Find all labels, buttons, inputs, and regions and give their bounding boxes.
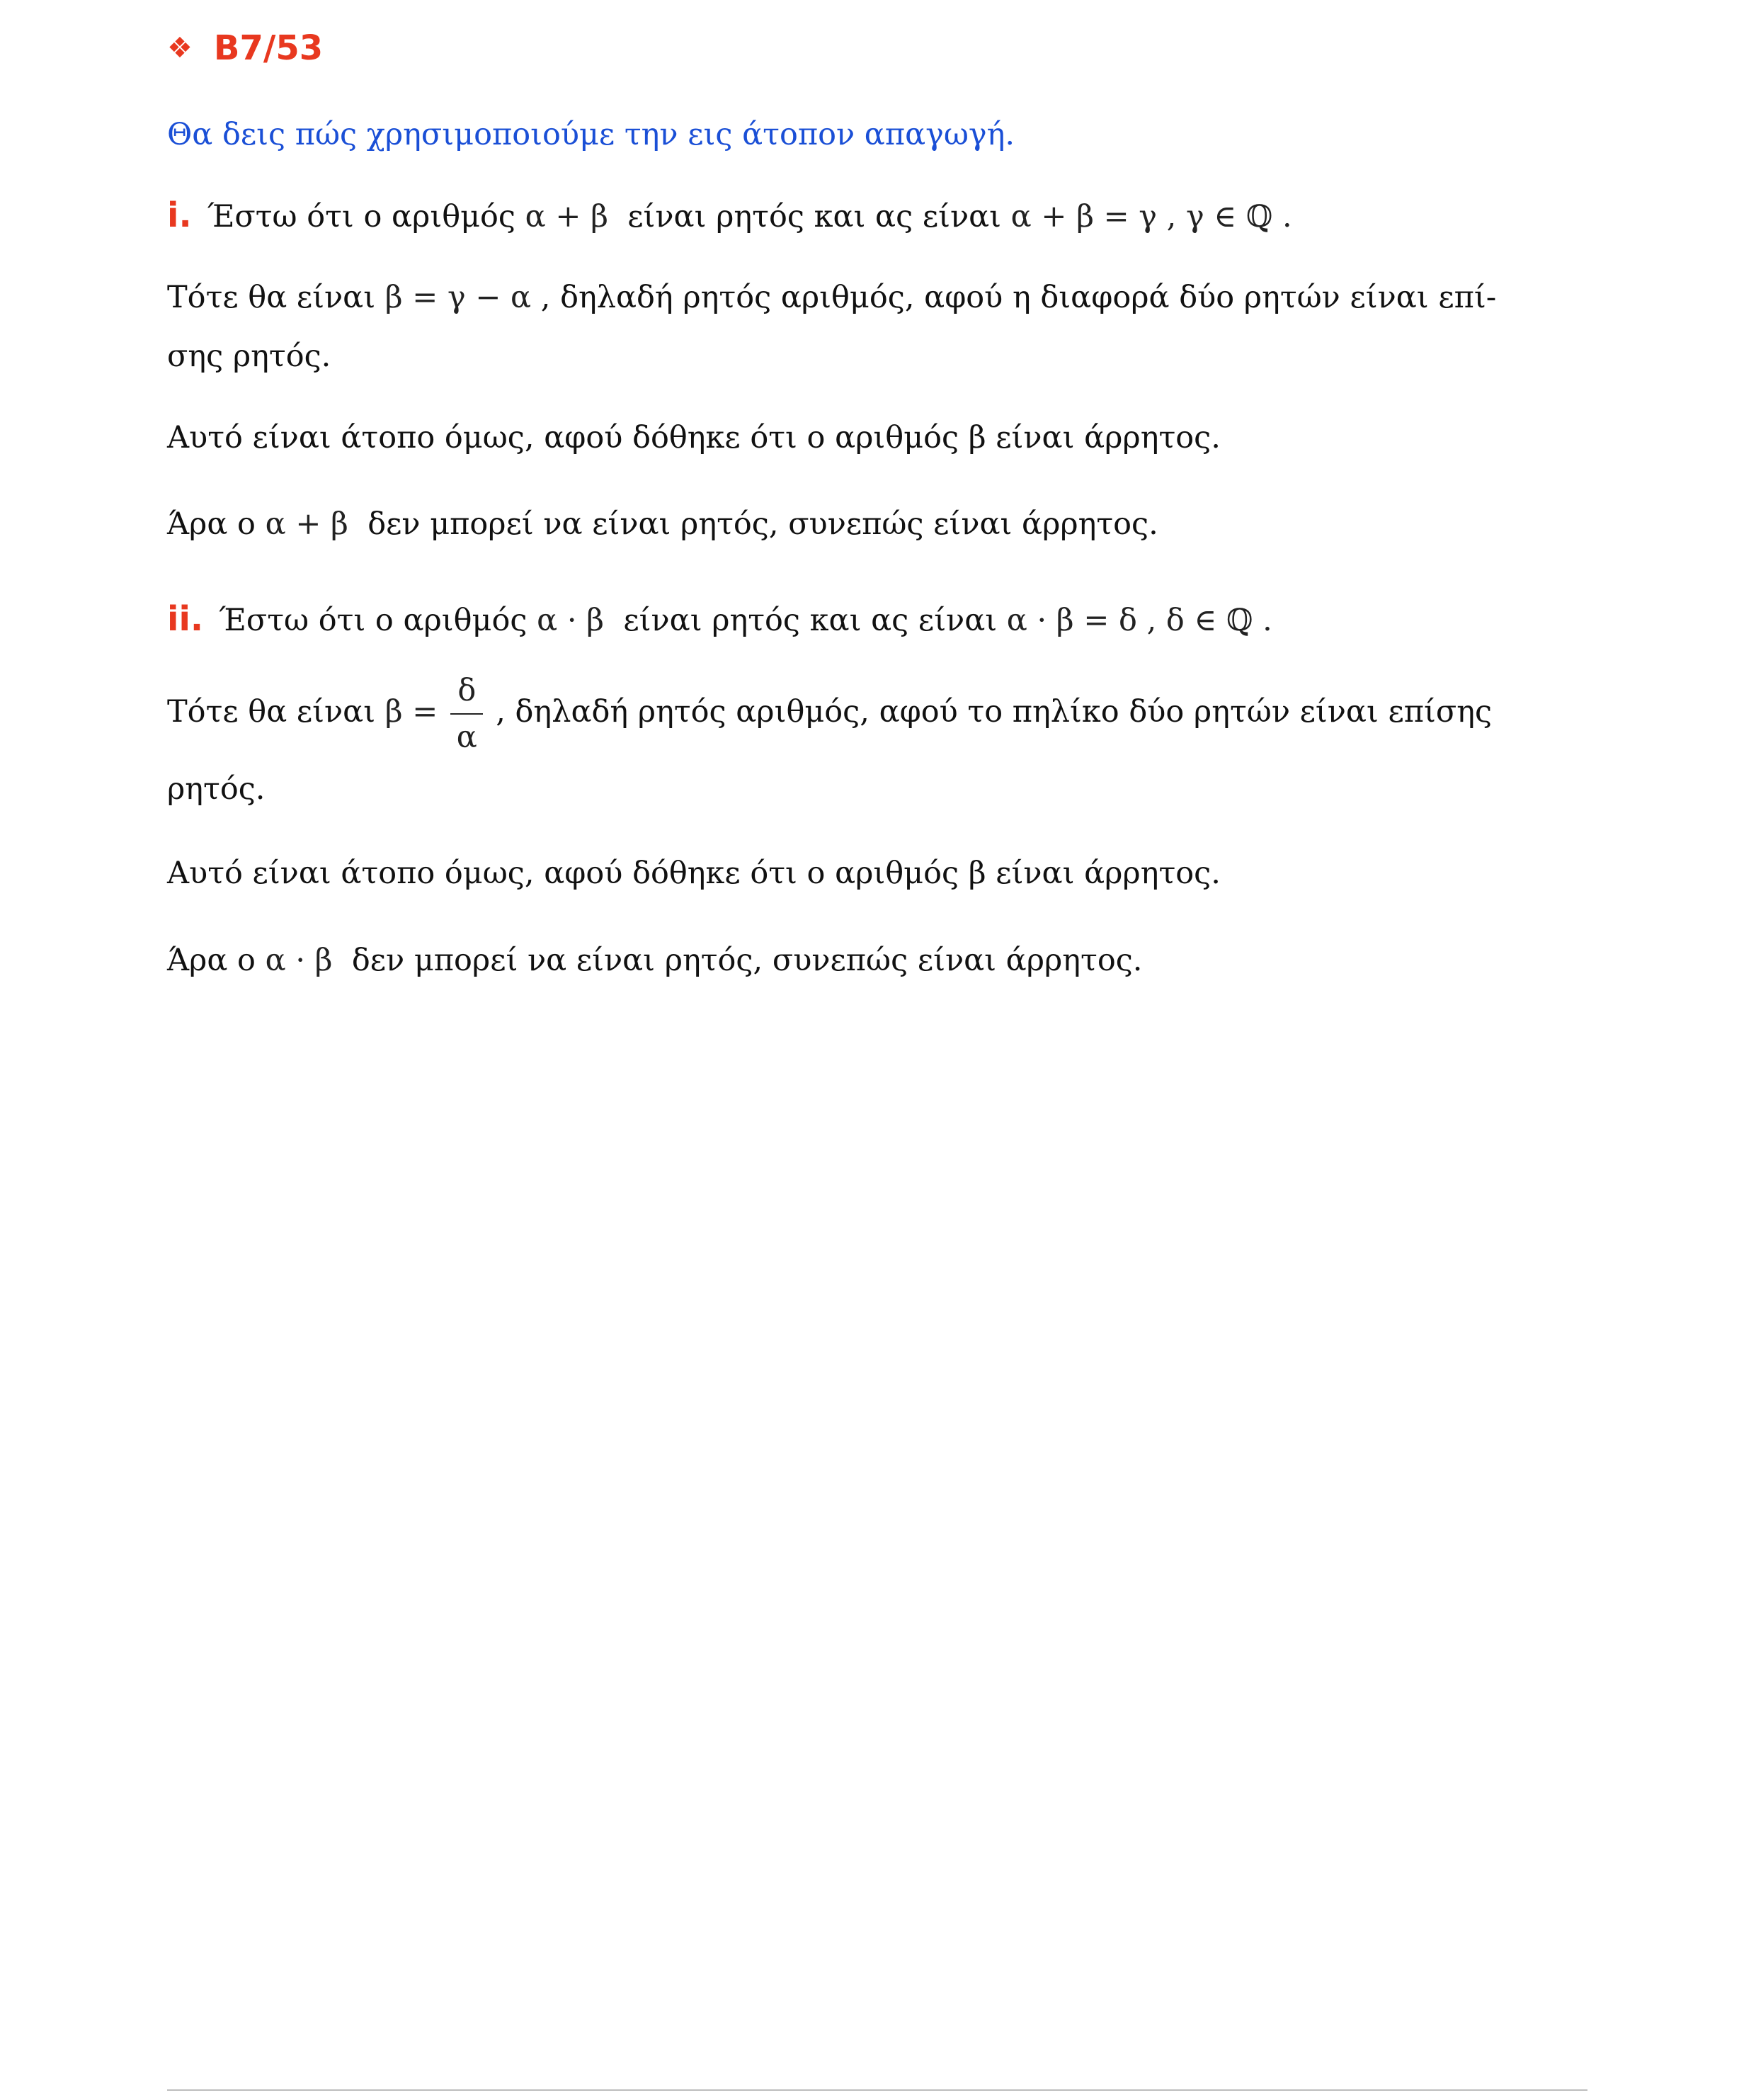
- part-ii-text-5b: δεν μπορεί να είναι ρητός, συνεπώς είναι άρρητος.: [351, 943, 1143, 978]
- part-i-expr-gamma: α + β = γ , γ ∈ ℚ .: [1010, 199, 1292, 234]
- part-i-line-5: [167, 504, 1158, 544]
- fraction-delta-over-alpha: [450, 675, 483, 753]
- part-ii-expr-product: α · β: [537, 603, 605, 638]
- part-ii-line-4: Αυτό είναι άτοπο όμως, αφού δόθηκε ότι ο αριθμός β είναι άρρητος.: [167, 856, 1221, 891]
- part-i-expr-sum-2: α + β: [265, 506, 348, 542]
- fraction-denominator: α: [456, 720, 477, 755]
- part-ii-text-2b: , δηλαδή ρητός αριθμός, αφού το πηλίκο δύο ρητών είναι επίσης: [496, 694, 1493, 730]
- part-ii-expr-beta-lhs: β =: [384, 694, 438, 730]
- part-i-label: i.: [167, 195, 192, 235]
- part-ii-label: ii.: [167, 599, 204, 639]
- part-ii-line-2: [167, 673, 1492, 753]
- part-i-text-1b: είναι ρητός και ας είναι: [627, 199, 1001, 234]
- part-ii-line-5: [167, 941, 1142, 980]
- part-i-expr-sum: α + β: [525, 199, 608, 234]
- fraction-numerator: δ: [450, 675, 483, 715]
- part-ii-line-3: ρητός.: [167, 771, 266, 807]
- part-ii-expr-product-2: α · β: [265, 943, 333, 978]
- part-ii-expr-delta: α · β = δ , δ ∈ ℚ .: [1006, 603, 1272, 638]
- part-ii-text-2a: Τότε θα είναι: [167, 694, 376, 730]
- exercise-title: [167, 28, 323, 68]
- diamond-bullet-icon: ❖: [167, 32, 193, 64]
- part-i-text-5a: Άρα ο: [167, 506, 256, 542]
- part-i-text-1a: Έστω ότι ο αριθμός: [207, 199, 515, 234]
- part-i-line-4: Αυτό είναι άτοπο όμως, αφού δόθηκε ότι ο αριθμός β είναι άρρητος.: [167, 420, 1221, 455]
- part-i-line-1: [167, 195, 1292, 237]
- part-ii-text-1b: είναι ρητός και ας είναι: [623, 603, 998, 638]
- part-i-text-2a: Τότε θα είναι: [167, 280, 376, 315]
- part-ii-text-5a: Άρα ο: [167, 943, 256, 978]
- part-i-line-3: σης ρητός.: [167, 339, 331, 374]
- footer-divider: [167, 2089, 1587, 2091]
- part-i-line-2: [167, 278, 1496, 317]
- exercise-code: B7/53: [213, 28, 324, 68]
- part-i-expr-beta: β = γ − α: [384, 280, 532, 315]
- part-ii-text-1a: Έστω ότι ο αριθμός: [219, 603, 528, 638]
- part-ii-line-1: [167, 599, 1272, 640]
- intro-text: Θα δεις πώς χρησιμοποιούμε την εις άτοπον απαγωγή.: [167, 117, 1015, 152]
- part-i-text-2b: , δηλαδή ρητός αριθμός, αφού η διαφορά δύο ρητών είναι επί-: [540, 280, 1497, 315]
- part-i-text-5b: δεν μπορεί να είναι ρητός, συνεπώς είναι άρρητος.: [367, 506, 1158, 542]
